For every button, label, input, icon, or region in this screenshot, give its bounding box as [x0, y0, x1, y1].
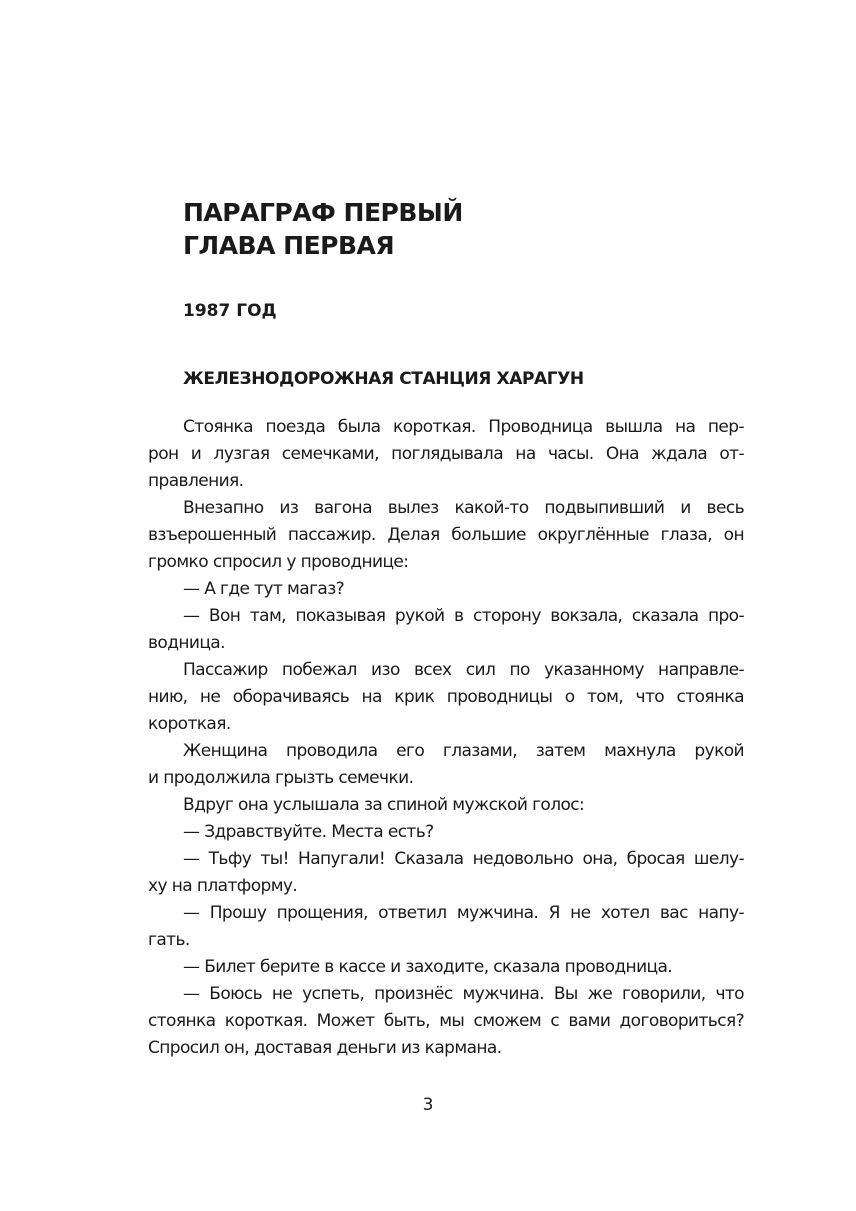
location-subheading: ЖЕЛЕЗНОДОРОЖНАЯ СТАНЦИЯ ХАРАГУН [183, 369, 584, 389]
chapter-title: ГЛАВА ПЕРВАЯ [183, 231, 395, 260]
body-text [148, 414, 744, 1062]
text-line: — Боюсь не успеть, произнёс мужчина. Вы же говорили, что [183, 984, 744, 1004]
text-line: Внезапно из вагона вылез какой-то подвыпивший и весь [183, 498, 744, 518]
text-line: взъерошенный пассажир. Делая большие округлённые глаза, он [148, 525, 744, 545]
text-line: Стоянка поезда была короткая. Проводница вышла на пер- [183, 417, 744, 437]
year-subheading: 1987 ГОД [183, 301, 277, 321]
chapter-heading [183, 196, 463, 262]
text-line: ху на платформу. [148, 876, 298, 896]
text-line: Пассажир побежал изо всех сил по указанному направле- [183, 660, 744, 680]
text-line: гать. [148, 930, 190, 950]
text-line: правления. [148, 471, 244, 491]
text-line: — Тьфу ты! Напугали! Сказала недовольно она, бросая шелу- [183, 849, 744, 869]
paragraph-title: ПАРАГРАФ ПЕРВЫЙ [183, 198, 463, 227]
text-line: — Прошу прощения, ответил мужчина. Я не хотел вас напу- [183, 903, 744, 923]
text-line: — Здравствуйте. Места есть? [183, 822, 434, 842]
text-line: стоянка короткая. Может быть, мы сможем с вами договориться? [148, 1011, 744, 1031]
text-line: короткая. [148, 714, 231, 734]
text-line: Вдруг она услышала за спиной мужской голос: [183, 795, 585, 815]
text-line: водница. [148, 633, 225, 653]
text-line: — Билет берите в кассе и заходите, сказала проводница. [183, 957, 673, 977]
text-line: Женщина проводила его глазами, затем махнула рукой [183, 741, 744, 761]
text-line: — А где тут магаз? [183, 579, 345, 599]
page-number: 3 [422, 1095, 434, 1115]
text-line: громко спросил у проводнице: [148, 552, 409, 572]
text-line: нию, не оборачиваясь на крик проводницы о том, что стоянка [148, 687, 744, 707]
text-line: Спросил он, доставая деньги из кармана. [148, 1038, 502, 1058]
text-line: рон и лузгая семечками, поглядывала на часы. Она ждала от- [148, 444, 744, 464]
text-line: и продолжила грызть семечки. [148, 768, 414, 788]
text-line: — Вон там, показывая рукой в сторону вокзала, сказала про- [183, 606, 744, 626]
